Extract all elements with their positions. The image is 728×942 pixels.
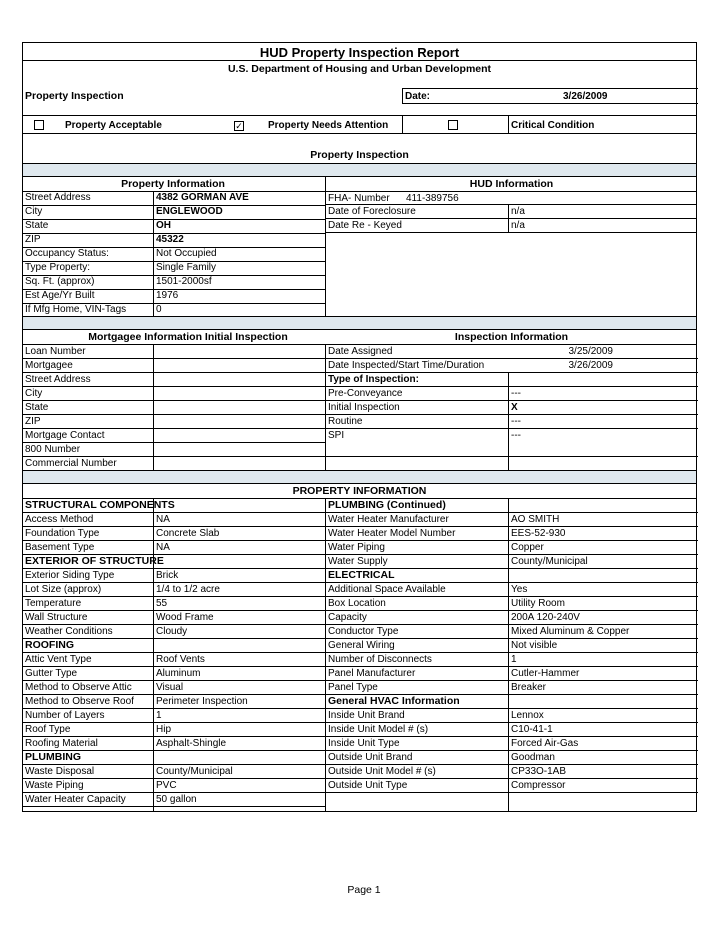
detail-label: Number of Disconnects — [328, 654, 432, 665]
detail-label: Roofing Material — [25, 738, 98, 749]
critical-label: Critical Condition — [511, 120, 595, 131]
detail-value: Utility Room — [511, 598, 565, 609]
report-frame — [22, 42, 697, 812]
detail-value: EES-52-930 — [511, 528, 566, 539]
row-divider — [23, 778, 325, 779]
property-information-heading: PROPERTY INFORMATION — [292, 485, 427, 497]
row-divider — [23, 442, 325, 443]
date-box — [402, 88, 698, 104]
inspection-value: X — [511, 402, 518, 413]
section-subheading: ROOFING — [25, 639, 74, 651]
property-info-heading: Property Information — [121, 178, 225, 190]
detail-label: Basement Type — [25, 542, 95, 553]
needs-attention-checkbox[interactable]: ✓ — [235, 121, 243, 131]
section-subheading: EXTERIOR OF STRUCTURE — [25, 555, 164, 567]
property-info-label: Type Property: — [25, 262, 91, 273]
page-number: Page 1 — [347, 884, 381, 896]
row-divider — [23, 596, 325, 597]
detail-label: Foundation Type — [25, 528, 100, 539]
property-info-label: Occupancy Status: — [25, 248, 109, 259]
detail-value: 1/4 to 1/2 acre — [156, 584, 220, 595]
row-divider — [23, 275, 325, 276]
acceptable-label: Property Acceptable — [65, 120, 162, 131]
detail-label: Attic Vent Type — [25, 654, 92, 665]
row-divider — [23, 554, 325, 555]
detail-label: Wall Structure — [25, 612, 88, 623]
detail-value: Perimeter Inspection — [156, 696, 248, 707]
row-divider — [325, 624, 698, 625]
detail-value: Wood Frame — [156, 612, 214, 623]
hud-info-heading: HUD Information — [469, 178, 554, 190]
property-info-label: State — [25, 220, 49, 231]
row-divider — [325, 750, 698, 751]
detail-label: Inside Unit Brand — [328, 710, 405, 721]
row-divider — [325, 638, 698, 639]
detail-value: Asphalt-Shingle — [156, 738, 227, 749]
detail-label: Exterior Siding Type — [25, 570, 115, 581]
row-divider — [325, 764, 698, 765]
detail-label: Water Supply — [328, 556, 388, 567]
detail-value: Breaker — [511, 682, 547, 693]
detail-value: C10-41-1 — [511, 724, 553, 735]
detail-value: Hip — [156, 724, 172, 735]
detail-label: Capacity — [328, 612, 367, 623]
row-divider — [325, 722, 698, 723]
detail-label: Box Location — [328, 598, 386, 609]
detail-value: Concrete Slab — [156, 528, 220, 539]
row-divider — [23, 205, 325, 206]
row-divider — [23, 736, 325, 737]
row-divider — [325, 358, 698, 359]
row-divider — [325, 582, 698, 583]
row-divider — [23, 414, 325, 415]
inspection-info-heading: Inspection Information — [454, 331, 569, 343]
row-divider — [23, 638, 325, 639]
detail-value: 1 — [156, 710, 162, 721]
detail-label: Conductor Type — [328, 626, 399, 637]
row-divider — [23, 806, 325, 807]
row-divider — [23, 666, 325, 667]
detail-label: Roof Type — [25, 724, 71, 735]
detail-value: County/Municipal — [156, 766, 233, 777]
inspection-label: Date Assigned — [328, 346, 393, 357]
property-info-value: 4382 GORMAN AVE — [156, 192, 249, 203]
row-divider — [325, 372, 698, 373]
mortgagee-label: Mortgagee — [25, 360, 73, 371]
mortgagee-heading: Mortgagee Information Initial Inspection — [88, 331, 288, 343]
detail-label: Outside Unit Type — [328, 780, 408, 791]
row-divider — [23, 568, 325, 569]
row-divider — [23, 386, 325, 387]
row-divider — [325, 428, 698, 429]
detail-value: 55 — [156, 598, 168, 609]
row-divider — [23, 303, 325, 304]
section-subheading: General HVAC Information — [328, 695, 460, 707]
row-divider — [325, 540, 698, 541]
inspection-label: SPI — [328, 430, 345, 441]
row-divider — [325, 736, 698, 737]
section-subheading: STRUCTURAL COMPONENTS — [25, 499, 175, 511]
fha-value: 411-389756 — [406, 193, 459, 204]
property-info-label: Street Address — [25, 192, 91, 203]
row-divider — [23, 750, 325, 751]
detail-value: AO SMITH — [511, 514, 560, 525]
row-divider — [23, 526, 325, 527]
inspection-value: --- — [511, 430, 521, 441]
section-subheading: PLUMBING (Continued) — [328, 499, 446, 511]
detail-value: County/Municipal — [511, 556, 588, 567]
property-info-value: 45322 — [156, 234, 184, 245]
detail-value: Cutler-Hammer — [511, 668, 580, 679]
detail-label: Access Method — [25, 514, 94, 525]
mortgagee-label: City — [25, 388, 43, 399]
detail-label: Additional Space Available — [328, 584, 446, 595]
row-divider — [325, 680, 698, 681]
detail-value: 50 gallon — [156, 794, 197, 805]
property-info-value: Single Family — [156, 262, 217, 273]
row-divider — [23, 233, 325, 234]
property-info-label: If Mfg Home, VIN-Tags — [25, 304, 127, 315]
row-divider — [325, 386, 698, 387]
detail-value: NA — [156, 542, 170, 553]
row-divider — [325, 512, 698, 513]
row-divider — [23, 792, 325, 793]
property-info-value: 0 — [156, 304, 162, 315]
detail-label: Weather Conditions — [25, 626, 113, 637]
critical-checkbox[interactable] — [448, 120, 458, 130]
row-divider — [325, 778, 698, 779]
detail-label: Water Piping — [328, 542, 385, 553]
detail-label: Panel Manufacturer — [328, 668, 416, 679]
row-divider — [325, 666, 698, 667]
row-divider — [23, 219, 325, 220]
detail-value: Lennox — [511, 710, 544, 721]
detail-value: Cloudy — [156, 626, 188, 637]
detail-value: Brick — [156, 570, 179, 581]
property-inspection-heading: Property Inspection — [310, 149, 409, 161]
row-divider — [325, 792, 698, 793]
inspection-label: Initial Inspection — [328, 402, 400, 413]
row-divider — [325, 694, 698, 695]
detail-value: Compressor — [511, 780, 566, 791]
property-info-value: 1501-2000sf — [156, 276, 212, 287]
detail-label: Water Heater Model Number — [328, 528, 456, 539]
detail-value: Goodman — [511, 752, 555, 763]
hud-info-label: Date of Foreclosure — [328, 206, 416, 217]
section-subheading: ELECTRICAL — [328, 569, 395, 581]
mortgagee-label: Street Address — [25, 374, 91, 385]
mortgagee-label: Loan Number — [25, 346, 86, 357]
row-divider — [23, 512, 325, 513]
detail-label: Inside Unit Model # (s) — [328, 724, 429, 735]
inspection-value: 3/26/2009 — [568, 360, 613, 371]
row-divider — [23, 428, 325, 429]
detail-label: Temperature — [25, 598, 82, 609]
row-divider — [325, 526, 698, 527]
acceptable-checkbox[interactable] — [34, 120, 44, 130]
row-divider — [325, 414, 698, 415]
date-label: Date: — [405, 91, 431, 102]
row-divider — [23, 247, 325, 248]
mortgagee-label: ZIP — [25, 416, 41, 427]
detail-label: Water Heater Capacity — [25, 794, 126, 805]
row-divider — [23, 708, 325, 709]
property-info-value: OH — [156, 220, 171, 231]
needs-attention-label: Property Needs Attention — [268, 120, 389, 131]
hud-info-value: n/a — [511, 220, 525, 231]
detail-value: 200A 120-240V — [511, 612, 580, 623]
property-info-label: ZIP — [25, 234, 41, 245]
section-subheading: PLUMBING — [25, 751, 81, 763]
row-divider — [23, 456, 325, 457]
detail-label: Waste Piping — [25, 780, 84, 791]
inspection-label: Routine — [328, 416, 363, 427]
property-info-value: Not Occupied — [156, 248, 217, 259]
inspection-label: Date Inspected/Start Time/Duration — [328, 360, 485, 371]
inspection-label: Type of Inspection: — [328, 374, 419, 385]
detail-value: PVC — [156, 780, 177, 791]
row-divider — [325, 596, 698, 597]
detail-label: Method to Observe Attic — [25, 682, 132, 693]
inspection-value: --- — [511, 416, 521, 427]
detail-value: 1 — [511, 654, 517, 665]
inspection-value: --- — [511, 388, 521, 399]
property-info-label: City — [25, 206, 43, 217]
row-divider — [325, 568, 698, 569]
row-divider — [23, 582, 325, 583]
detail-value: Roof Vents — [156, 654, 205, 665]
row-divider — [23, 652, 325, 653]
detail-label: Method to Observe Roof — [25, 696, 134, 707]
property-info-label: Sq. Ft. (approx) — [25, 276, 95, 287]
detail-value: Visual — [156, 682, 184, 693]
detail-value: Forced Air-Gas — [511, 738, 579, 749]
row-divider — [23, 261, 325, 262]
mortgagee-label: 800 Number — [25, 444, 81, 455]
detail-label: Outside Unit Brand — [328, 752, 413, 763]
mortgagee-label: Commercial Number — [25, 458, 117, 469]
row-divider — [23, 358, 325, 359]
detail-value: Yes — [511, 584, 528, 595]
row-divider — [325, 610, 698, 611]
row-divider — [23, 289, 325, 290]
detail-value: NA — [156, 514, 170, 525]
detail-label: General Wiring — [328, 640, 395, 651]
row-divider — [23, 540, 325, 541]
row-divider — [325, 652, 698, 653]
row-divider — [325, 400, 698, 401]
detail-label: Water Heater Manufacturer — [328, 514, 449, 525]
fha-label: FHA- Number — [328, 193, 390, 204]
row-divider — [23, 400, 325, 401]
detail-label: Inside Unit Type — [328, 738, 400, 749]
property-info-value: 1976 — [156, 290, 179, 301]
report-title: HUD Property Inspection Report — [259, 45, 460, 60]
detail-label: Lot Size (approx) — [25, 584, 102, 595]
row-divider — [23, 694, 325, 695]
mortgagee-label: State — [25, 402, 49, 413]
row-divider — [23, 610, 325, 611]
detail-value: Mixed Aluminum & Copper — [511, 626, 630, 637]
hud-info-value: n/a — [511, 206, 525, 217]
detail-label: Outside Unit Model # (s) — [328, 766, 436, 777]
inspection-label: Pre-Conveyance — [328, 388, 403, 399]
row-divider — [325, 456, 698, 457]
detail-value: Copper — [511, 542, 544, 553]
report-subtitle: U.S. Department of Housing and Urban Development — [227, 63, 492, 75]
row-divider — [23, 624, 325, 625]
detail-label: Waste Disposal — [25, 766, 95, 777]
property-info-label: Est Age/Yr Built — [25, 290, 95, 301]
row-divider — [325, 708, 698, 709]
mortgagee-label: Mortgage Contact — [25, 430, 105, 441]
property-inspection-label: Property Inspection — [25, 90, 124, 102]
detail-value: CP33O-1AB — [511, 766, 567, 777]
row-divider — [23, 722, 325, 723]
row-divider — [325, 554, 698, 555]
row-divider — [23, 764, 325, 765]
detail-label: Gutter Type — [25, 668, 78, 679]
row-divider — [23, 372, 325, 373]
detail-label: Number of Layers — [25, 710, 105, 721]
inspection-value: 3/25/2009 — [568, 346, 613, 357]
property-info-value: ENGLEWOOD — [156, 206, 223, 217]
hud-info-label: Date Re - Keyed — [328, 220, 402, 231]
row-divider — [23, 680, 325, 681]
date-value: 3/26/2009 — [563, 91, 608, 102]
detail-value: Aluminum — [156, 668, 201, 679]
detail-label: Panel Type — [328, 682, 378, 693]
detail-value: Not visible — [511, 640, 558, 651]
